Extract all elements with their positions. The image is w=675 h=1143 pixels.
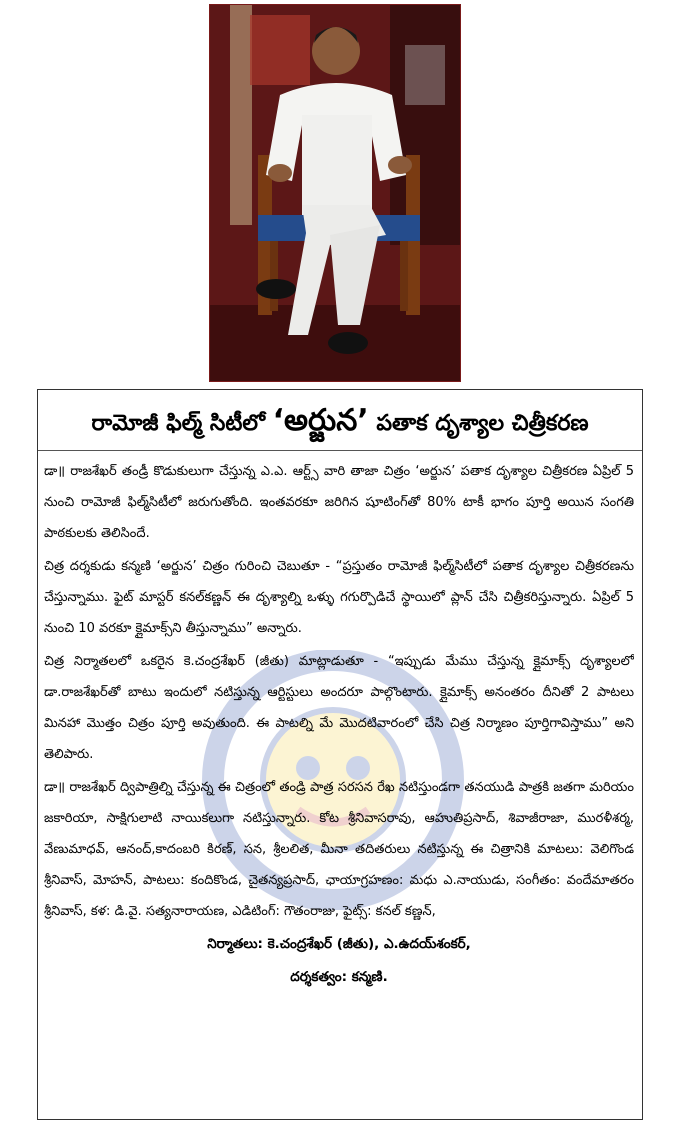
headline-pre: రామోజీ ఫిల్మ్ సిటీలో: [91, 411, 273, 436]
director-credit: దర్శకత్వం: కన్మణి.: [290, 969, 388, 985]
paragraph-3: చిత్ర నిర్మాతలలో ఒకరైన కె.చంద్రశేఖర్ (జీతు) మాట్లాడుతూ - “ఇప్పుడు మేము చేస్తున్న క్లైమాక్స్ దృశ్యాలలో డా.రాజశేఖర్‌తో బాటు ఇందులో నటిస్తున్న ఆర్టిస్టులు అందరూ పాల్గొంటారు. క్లైమాక్స్ అనంతరం దీనితో 2 పాటలు మినహా మొత్తం చిత్రం పూర్తి అవుతుంది. ఈ పాటల్ని మే మొదటివారంలో చేసి చిత్ర నిర్మాణం పూర్తిగావిస్తాము” అని తెలిపారు.: [44, 654, 634, 762]
paragraph-4: డా॥ రాజశేఖర్ ద్విపాత్రిల్ని చేస్తున్న ఈ చిత్రంలో తండ్రి పాత్ర సరసన రేఖ నటిస్తుండగా తనయుడి పాత్రకి జతగా మరియం జకారియా, సాక్షిగులాటి నాయికలుగా నటిస్తున్నారు. కోట శ్రీనివాసరావు, ఆహుతిప్రసాద్, శివాజీరాజా, మురళీశర్మ, వేణుమాధవ్, ఆనంద్,కాదంబరి కిరణ్, సన, శ్రీలలిత, మీనా తదితరులు నటిస్తున్న ఈ చిత్రానికి మాటలు: వెలిగొండ శ్రీనివాస్, మోహన్, పాటలు: కందికొండ, చైతన్యప్రసాద్, ఛాయాగ్రహణం: మధు ఎ.నాయుడు, సంగీతం: వందేమాతరం శ్రీనివాస్, కళ: డి.వై. సత్యనారాయణ, ఎడిటింగ్: గౌతంరాజు, ఫైట్స్: కనల్ కణ్ణన్,: [44, 780, 634, 919]
paragraph-1: డా॥ రాజశేఖర్ తండ్రీ కొడుకులుగా చేస్తున్న ఎ.ఎ. ఆర్ట్స్ వారి తాజా చిత్రం ‘అర్జున’ పతాక దృశ్యాల చిత్రీకరణ ఏప్రిల్ 5 నుంచి రామోజీ ఫిల్మ్‌సిటీలో జరుగుతోంది. ఇంతవరకూ జరిగిన షూటింగ్‌తో 80% టాకీ భాగం పూర్తి అయిన సంగతి పాఠకులకు తెలిసిందే.: [44, 464, 634, 541]
photo-illustration: [210, 5, 461, 382]
headline-title-emphasis: ‘అర్జున’: [272, 403, 369, 438]
article-box: [37, 389, 643, 1120]
headline-divider: [38, 450, 642, 451]
paragraph-2: చిత్ర దర్శకుడు కన్మణి ‘అర్జున’ చిత్రం గురించి చెబుతూ - “ప్రస్తుతం రామోజీ ఫిల్మ్‌సిటీలో పతాక దృశ్యాల చిత్రీకరణను చేస్తున్నాము. ఫైట్ మాస్టర్ కనల్‌కణ్ణన్ ఈ దృశ్యాల్ని ఒళ్ళు గగుర్పొడిచే స్థాయిలో ప్లాన్ చేసి చిత్రీకరిస్తున్నారు. ఏప్రిల్ 5 నుంచి 10 వరకూ క్లైమాక్స్‌ని తీస్తున్నాము” అన్నారు.: [44, 559, 634, 636]
article-body: [44, 456, 634, 995]
headline: [38, 396, 642, 446]
producers-credit: నిర్మాతలు: కె.చంద్రశేఖర్ (జీతు), ఎ.ఉదయ్‌శంకర్,: [207, 936, 471, 952]
article-photo: [209, 4, 461, 382]
headline-post: పతాక దృశ్యాల చిత్రీకరణ: [368, 411, 589, 436]
